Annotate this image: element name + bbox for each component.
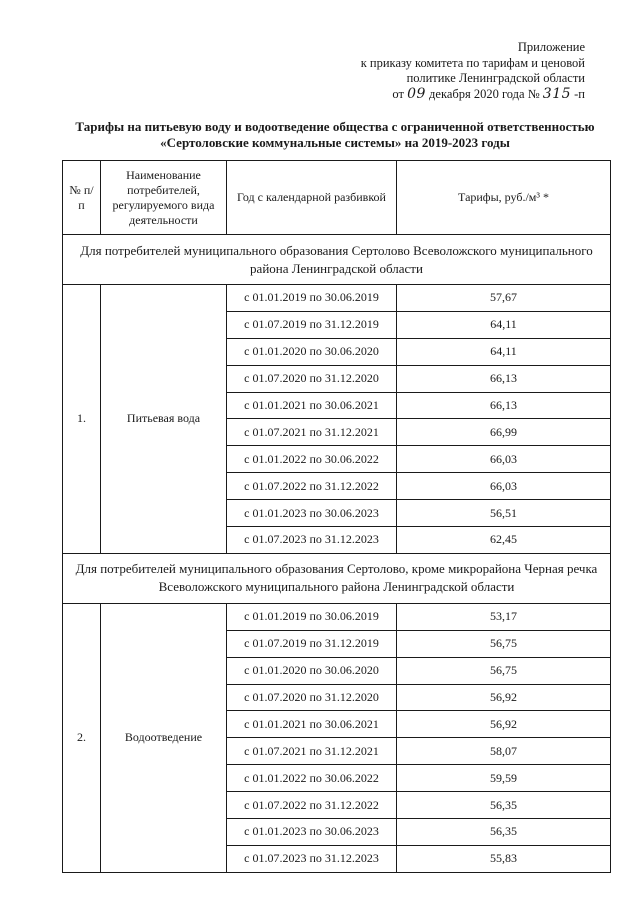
handwritten-day: 09: [407, 85, 426, 102]
period-cell: с 01.07.2020 по 31.12.2020: [227, 684, 397, 711]
table-body: [63, 235, 611, 873]
tariff-cell: 56,35: [397, 819, 611, 846]
table-row: [63, 603, 611, 630]
period-cell: с 01.01.2019 по 30.06.2019: [227, 285, 397, 312]
period-cell: с 01.07.2019 по 31.12.2019: [227, 311, 397, 338]
document-title: [40, 119, 630, 151]
period-cell: с 01.07.2019 по 31.12.2019: [227, 630, 397, 657]
section-title: Для потребителей муниципального образования Сертолово, кроме микрорайона Черная речка Всеволожского муниципального района Ленинградской области: [63, 553, 611, 603]
period-cell: с 01.07.2023 по 31.12.2023: [227, 527, 397, 554]
tariff-cell: 66,13: [397, 365, 611, 392]
tariff-cell: 56,92: [397, 684, 611, 711]
appendix-date-line: [325, 87, 585, 103]
title-line-1: Тарифы на питьевую воду и водоотведение общества с ограниченной ответственностью: [75, 119, 595, 134]
period-cell: с 01.01.2019 по 30.06.2019: [227, 603, 397, 630]
appendix-committee-line: политике Ленинградской области: [406, 71, 585, 85]
tariff-cell: 56,92: [397, 711, 611, 738]
period-cell: с 01.01.2022 по 30.06.2022: [227, 765, 397, 792]
period-cell: с 01.01.2020 по 30.06.2020: [227, 338, 397, 365]
tariff-cell: 64,11: [397, 311, 611, 338]
tariff-cell: 64,11: [397, 338, 611, 365]
tariff-cell: 57,67: [397, 285, 611, 312]
period-cell: с 01.07.2020 по 31.12.2020: [227, 365, 397, 392]
tariff-cell: 62,45: [397, 527, 611, 554]
title-line-2: «Сертоловские коммунальные системы» на 2019-2023 годы: [160, 135, 510, 150]
date-middle: декабря 2020 года №: [429, 86, 540, 101]
appendix-order-line: к приказу комитета по тарифам и ценовой: [360, 55, 585, 70]
tariff-cell: 66,99: [397, 419, 611, 446]
section-header-row: [63, 553, 611, 603]
tariff-cell: 58,07: [397, 738, 611, 765]
appendix-label: Приложение: [517, 40, 585, 54]
tariff-cell: 56,75: [397, 630, 611, 657]
activity-name: Водоотведение: [101, 603, 227, 872]
period-cell: с 01.01.2022 по 30.06.2022: [227, 446, 397, 473]
tariff-cell: 53,17: [397, 603, 611, 630]
period-cell: с 01.01.2023 по 30.06.2023: [227, 500, 397, 527]
date-suffix: -п: [574, 86, 585, 101]
period-cell: с 01.01.2021 по 30.06.2021: [227, 711, 397, 738]
tariff-cell: 66,03: [397, 446, 611, 473]
header-tariff: Тарифы, руб./м³ *: [397, 161, 611, 235]
period-cell: с 01.07.2022 по 31.12.2022: [227, 473, 397, 500]
section-header-row: [63, 235, 611, 285]
header-name: Наименование потребителей, регулируемого вида деятельности: [101, 161, 227, 235]
tariff-cell: 56,51: [397, 500, 611, 527]
activity-name: Питьевая вода: [101, 285, 227, 554]
header-period: Год с календарной разбивкой: [227, 161, 397, 235]
table-row: [63, 285, 611, 312]
row-number: 2.: [63, 603, 101, 872]
tariff-cell: 59,59: [397, 765, 611, 792]
tariff-cell: 55,83: [397, 845, 611, 872]
row-number: 1.: [63, 285, 101, 554]
section-title: Для потребителей муниципального образования Сертолово Всеволожского муниципального района Ленинградской области: [63, 235, 611, 285]
table-header-row: [63, 161, 611, 235]
period-cell: с 01.07.2023 по 31.12.2023: [227, 845, 397, 872]
date-prefix: от: [392, 86, 404, 101]
tariff-cell: 66,03: [397, 473, 611, 500]
handwritten-order-number: 315: [542, 85, 572, 102]
period-cell: с 01.01.2023 по 30.06.2023: [227, 819, 397, 846]
header-num: № п/п: [63, 161, 101, 235]
period-cell: с 01.07.2022 по 31.12.2022: [227, 792, 397, 819]
tariff-cell: 56,35: [397, 792, 611, 819]
period-cell: с 01.07.2021 по 31.12.2021: [227, 419, 397, 446]
tariff-cell: 66,13: [397, 392, 611, 419]
tariff-cell: 56,75: [397, 657, 611, 684]
period-cell: с 01.01.2021 по 30.06.2021: [227, 392, 397, 419]
tariff-table: [62, 160, 611, 873]
appendix-header: [325, 40, 585, 102]
period-cell: с 01.07.2021 по 31.12.2021: [227, 738, 397, 765]
period-cell: с 01.01.2020 по 30.06.2020: [227, 657, 397, 684]
